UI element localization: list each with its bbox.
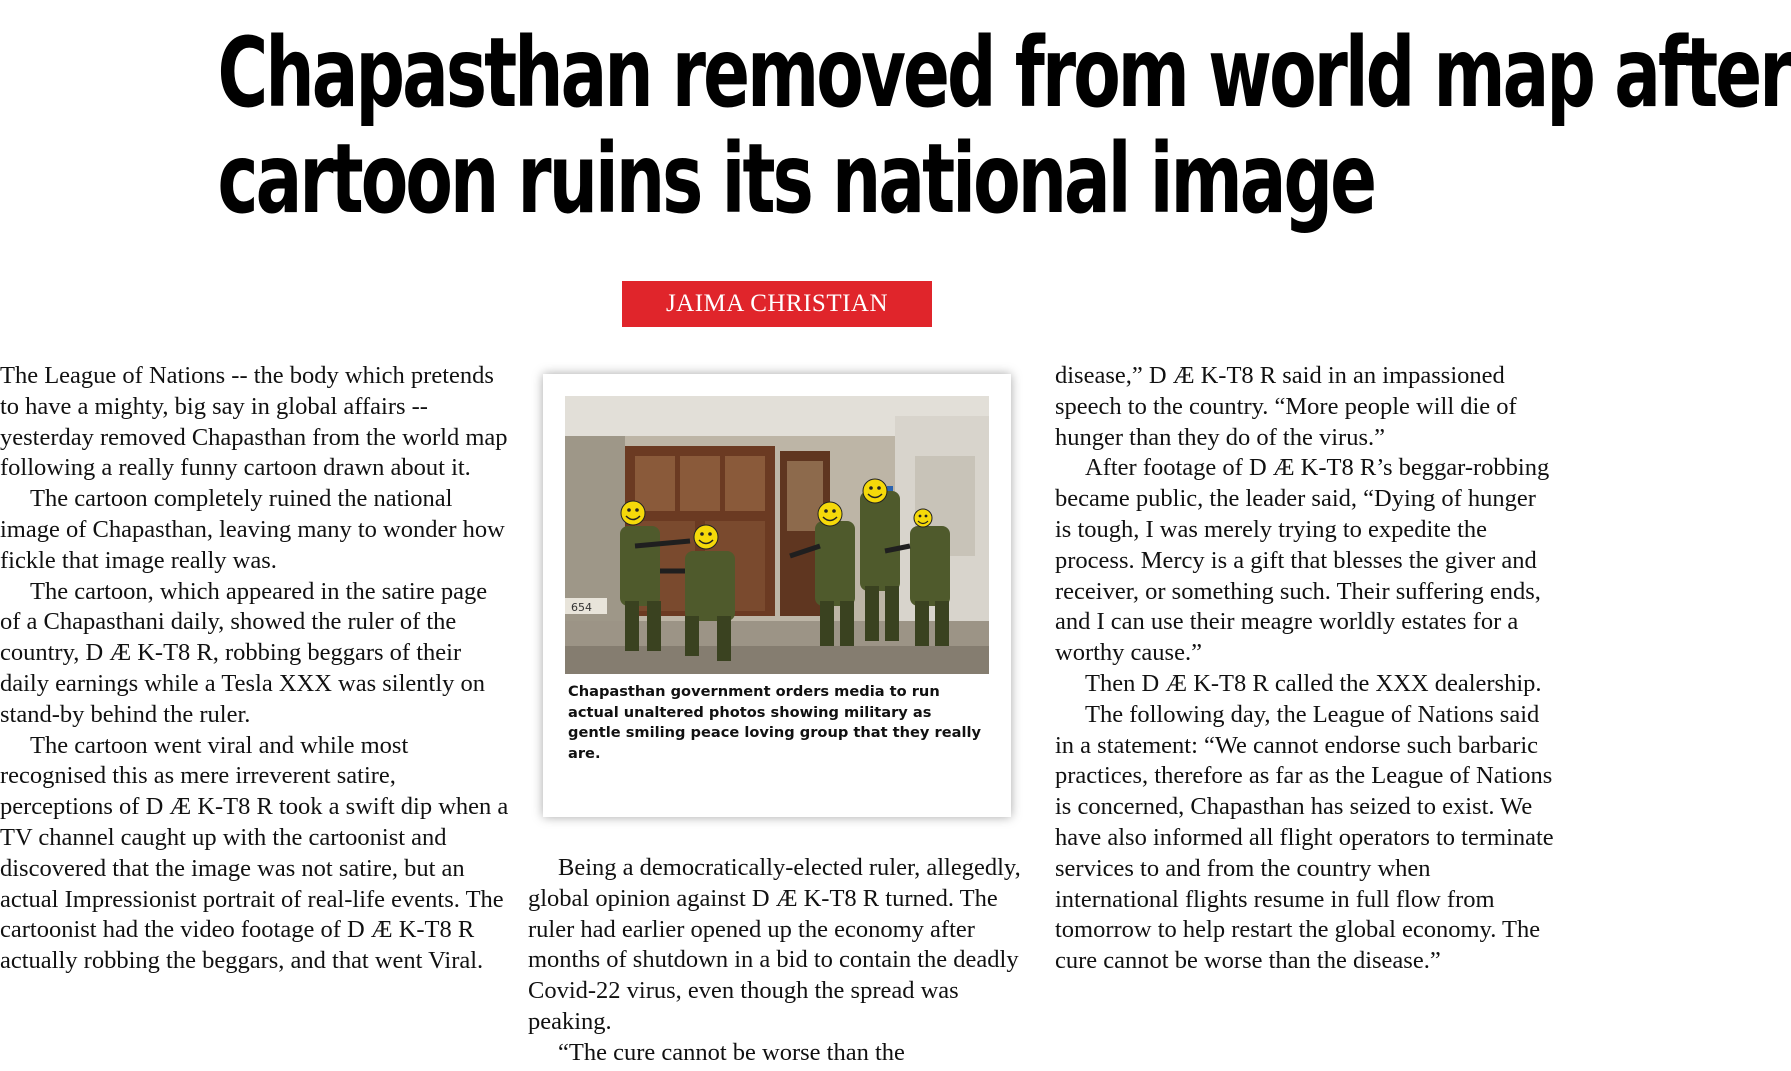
smiley-face-icon — [621, 501, 645, 525]
column-3 — [1055, 361, 1554, 977]
paragraph: Being a democratically-elected ruler, allegedly, global opinion against D Æ K-T8 R turned. The ruler had earlier opened up the economy after months of shutdown in a bid to contain the deadly Covid-22 virus, even though the spread was peaking. — [528, 854, 1021, 1035]
paragraph: Then D Æ K-T8 R called the XXX dealership. — [1085, 669, 1542, 697]
headline — [0, 17, 1791, 235]
paragraph: The following day, the League of Nations said in a statement: “We cannot endorse such barbaric practices, therefore as far as the League of Nations is concerned, Chapasthan has seized to exist. We have also informed all flight operators to terminate services to and from the country when international flights resume in full flow from tomorrow to help restart the global economy. The cure cannot be worse than the disease.” — [1055, 700, 1554, 975]
photo-caption: Chapasthan government orders media to run actual unaltered photos showing military as gentle smiling peace loving group that they really are. — [568, 683, 981, 762]
column-2 — [528, 853, 1038, 1069]
door-number: 654 — [571, 601, 592, 614]
paragraph: After footage of D Æ K-T8 R’s beggar-robbing became public, the leader said, “Dying of hunger is tough, I was merely trying to expedite the process. Mercy is a gift that blesses the giver and receiver, or something such. Their suffering ends, and I can use their meagre worldly estates for a worthy cause.” — [1055, 454, 1550, 667]
photo-figure — [543, 374, 1011, 817]
headline-line-2: cartoon ruins its national image — [217, 123, 1375, 235]
byline-author: JAIMA CHRISTIAN — [622, 281, 932, 327]
soldiers-photo — [565, 396, 989, 674]
paragraph: The cartoon, which appeared in the satire page of a Chapasthani daily, showed the ruler of the country, D Æ K-T8 R, robbing beggars of their daily earnings while a Tesla XXX was silently on stand-by behind the ruler. — [0, 577, 488, 728]
photo-illustration — [565, 396, 989, 674]
column-1 — [0, 361, 510, 977]
paragraph: The League of Nations -- the body which pretends to have a mighty, big say in global affairs -- yesterday removed Chapasthan from the world map following a really funny cartoon drawn about it. — [0, 362, 508, 482]
paragraph: The cartoon completely ruined the national image of Chapasthan, leaving many to wonder how fickle that image really was. — [0, 485, 505, 574]
paragraph: disease,” D Æ K-T8 R said in an impassioned speech to the country. “More people will die of hunger than they do of the virus.” — [1055, 362, 1517, 451]
paragraph: “The cure cannot be worse than the — [558, 1038, 905, 1066]
paragraph: The cartoon went viral and while most recognised this as mere irreverent satire, perceptions of D Æ K-T8 R took a swift dip when a TV channel caught up with the cartoonist and discovered that the image was not satire, but an actual Impressionist portrait of real-life events. The cartoonist had the video footage of D Æ K-T8 R actually robbing the beggars, and that went Viral. — [0, 731, 509, 975]
headline-line-1: Chapasthan removed from world map after — [217, 17, 1791, 129]
